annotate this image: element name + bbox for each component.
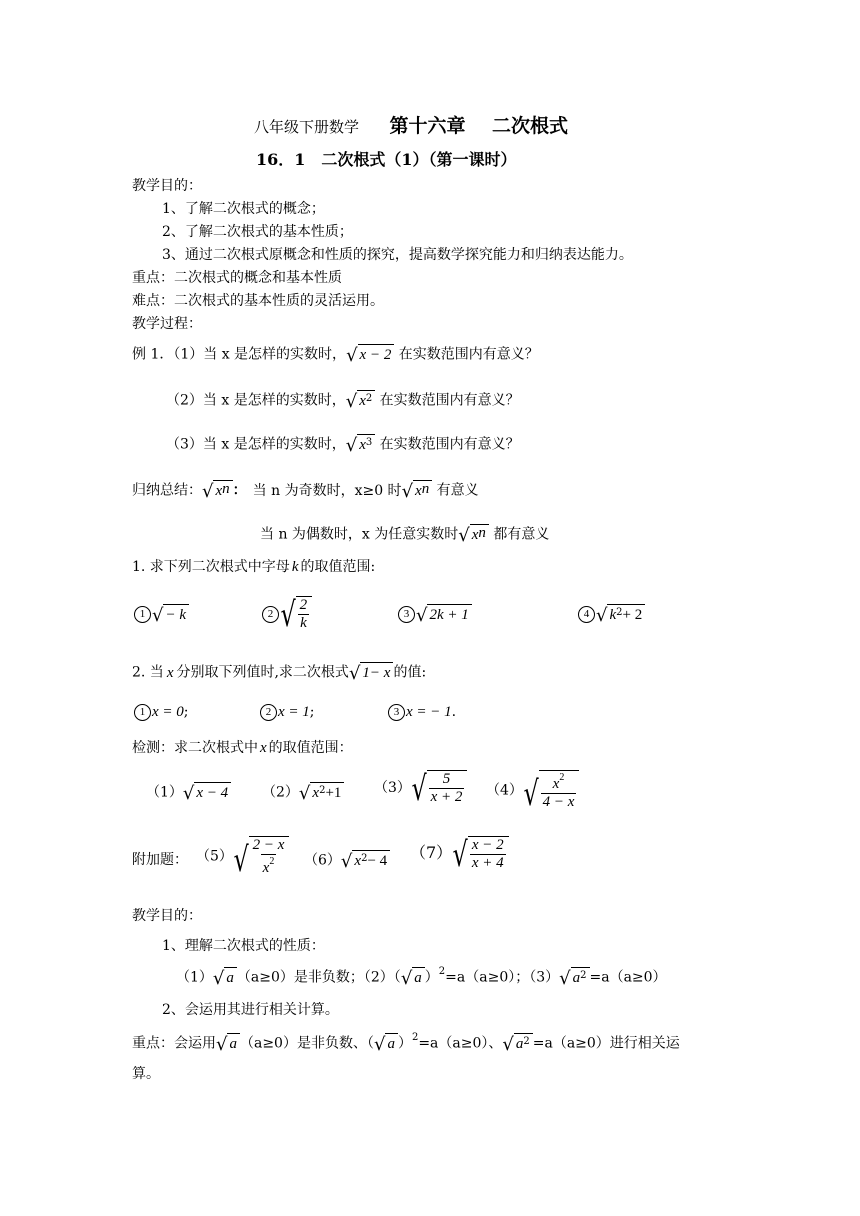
section-heading: 16．1 二次根式（1）（第一课时）: [256, 150, 517, 169]
variable: k: [291, 559, 299, 575]
item-number: （4）: [486, 782, 523, 799]
fraction-numerator: 2 − x: [252, 837, 285, 853]
radical-expression: √ x $^n$: [402, 480, 433, 501]
radicand: a: [572, 970, 581, 987]
radicand: x: [471, 527, 479, 543]
item-number: （3）: [374, 780, 411, 796]
item-number: （7）: [410, 843, 453, 862]
q1-item-1: 1 √ − k: [134, 604, 189, 625]
exponent: 2: [438, 966, 446, 977]
grade-label: 八年级下册数学: [254, 118, 360, 136]
extra-item-6: （6） √ x $^2$ − 4: [304, 850, 390, 871]
question-text: 在实数范围内有意义？: [375, 392, 520, 409]
exponent: 2: [361, 853, 368, 864]
q1-item-4: 4 √ k $^2$ + 2: [578, 604, 645, 625]
item-number: 1: [134, 704, 151, 721]
summary-text: 当 n 为奇数时，x≥0 时: [252, 482, 402, 499]
question-text: 在实数范围内有意义？: [375, 436, 520, 453]
q2-item-1: [134, 702, 189, 722]
radical-expression: √ x $^n$: [458, 524, 489, 545]
key-text: =a（a≥0）进行相关运: [532, 1035, 680, 1052]
item-number: 3: [398, 606, 415, 623]
objectives-label-2: 教学目的：: [132, 908, 202, 924]
exponent: 3: [365, 437, 373, 448]
item-number: （1）: [146, 784, 183, 801]
check-item-2: （2） √ x $^2$ +1: [262, 782, 344, 803]
extra-label: 附加题：: [132, 852, 188, 868]
fraction-numerator: x − 2: [471, 837, 504, 853]
properties-line: （1） √ a （a≥0）是非负数；（2）（ √ a ）$^2$=a（a≥0）；（3） √ a $^2$ =a（a≥0）: [176, 966, 667, 990]
summary-text: 有意义: [432, 482, 479, 499]
fraction-denominator: 4 − x: [542, 794, 575, 810]
radicand: x: [359, 437, 366, 453]
item-number: 2: [260, 704, 277, 721]
difficulty: 难点：二次根式的基本性质的灵活运用。: [132, 293, 384, 309]
radicand-tail: − 4: [367, 853, 388, 869]
question-text: 的值:: [393, 664, 427, 681]
item-number: （6）: [304, 852, 341, 869]
key-text: 重点：会运用: [132, 1035, 216, 1052]
radicand: x: [354, 853, 362, 869]
fraction-numerator: 5: [442, 771, 451, 787]
key-text: ）: [397, 1035, 412, 1052]
objective-item: 3、通过二次根式原概念和性质的探究，提高数学探究能力和归纳表达能力。: [162, 247, 633, 263]
fraction-denominator: x + 2: [430, 789, 463, 805]
property-text: =a（a≥0）: [589, 969, 667, 986]
radicand: a: [412, 967, 425, 988]
radicand: a: [224, 967, 237, 988]
topic-label: 二次根式: [491, 115, 568, 137]
process-label: 教学过程：: [132, 316, 202, 332]
page-title: [254, 116, 568, 138]
radicand: − k: [163, 604, 189, 625]
radicand: x: [415, 483, 422, 499]
objectives-label: 教学目的：: [132, 178, 202, 194]
radicand: a: [515, 1036, 524, 1053]
extra-item-7: （7） √ $\frac{x - 2}{x + 4}$: [410, 836, 509, 872]
question-text: （2）当 x 是怎样的实数时，: [166, 392, 346, 409]
value-expression: x = 1: [278, 704, 310, 720]
radicand: x − 4: [194, 782, 231, 803]
item-number: 2: [262, 606, 279, 623]
objective-item: 1、理解二次根式的性质：: [162, 938, 325, 954]
fraction-numerator: x: [552, 776, 560, 792]
q2-item-3: [388, 702, 456, 722]
exponent: 2: [559, 772, 565, 783]
variable: x: [260, 740, 267, 756]
objective-item: 1、了解二次根式的概念；: [162, 201, 325, 217]
fraction-denominator: k: [300, 615, 307, 631]
q1-item-3: 3 √ 2k + 1: [398, 604, 472, 625]
check-item-1: （1） √ x − 4: [146, 782, 231, 803]
fraction-denominator: x: [262, 860, 270, 876]
radicand: 2k + 1: [427, 604, 471, 625]
summary-text: 都有意义: [488, 526, 550, 543]
check-text: 的取值范围：: [268, 740, 353, 756]
radicand: x: [312, 785, 320, 801]
question-text: （3）当 x 是怎样的实数时，: [166, 436, 346, 453]
separator: ;: [183, 704, 189, 720]
question-1-prompt: [132, 557, 375, 577]
check-item-3: （3） √ $\frac{5}{x + 2}$: [374, 770, 467, 806]
chapter-label: 第十六章: [389, 115, 466, 137]
example-1-line-3: [166, 434, 520, 455]
exponent: 2: [580, 970, 587, 982]
radicand-tail: +1: [325, 785, 342, 801]
radicand: k: [609, 607, 617, 623]
radical-expression: √ x $^3$: [346, 434, 376, 455]
fraction-denominator: x + 4: [471, 855, 504, 871]
item-number: 3: [388, 704, 405, 721]
question-text: 在实数范围内有意义？: [394, 346, 539, 363]
objective-item: 2、了解二次根式的基本性质；: [162, 224, 353, 240]
exponent: 2: [319, 785, 326, 796]
example-label: 例 1．: [132, 346, 174, 363]
question-text: 2. 当: [132, 664, 164, 681]
property-text: （1）: [176, 969, 213, 986]
question-text: 分别取下列值时,求二次根式: [176, 664, 349, 681]
item-number: （5）: [196, 848, 233, 865]
key-point-2-wrap: 算。: [132, 1066, 160, 1082]
check-prompt: [132, 738, 353, 758]
exponent: 2: [616, 607, 623, 618]
radical-expression: √ x − 2: [346, 344, 394, 365]
colon: ：: [232, 482, 247, 499]
key-point-2: 重点：会运用 √ a （a≥0）是非负数、（ √ a ）$^2$=a（a≥0）、 √ a $^2$ =a（a≥0）进行相关运: [132, 1032, 680, 1056]
key-text: （a≥0）是非负数、（: [239, 1035, 374, 1052]
radicand: x: [215, 483, 223, 499]
radicand: x − 2: [358, 344, 395, 365]
question-text: （1）当 x 是怎样的实数时，: [173, 346, 347, 363]
exponent: 2: [523, 1036, 530, 1048]
radicand-tail: + 2: [622, 607, 643, 623]
question-text: 1. 求下列二次根式中字母: [132, 559, 290, 575]
fraction-numerator: 2: [299, 597, 308, 613]
question-2-prompt: 2. 当 x 分别取下列值时,求二次根式 √ 1− x 的值:: [132, 663, 427, 684]
value-expression: x = 0: [152, 704, 184, 720]
example-1-line-2: [166, 390, 520, 411]
radical-expression: √ x $^n$: [202, 480, 233, 501]
summary-line-1: [132, 480, 479, 501]
exponent: 2: [269, 856, 275, 867]
check-text: 检测：求二次根式中: [132, 740, 258, 756]
radicand: x: [359, 393, 366, 409]
property-text: ）: [424, 969, 439, 986]
value-expression: x = − 1: [406, 704, 452, 720]
separator: ;: [309, 704, 315, 720]
radicand: 1− x: [360, 662, 393, 683]
check-item-4: （4） √ $\frac{x^2}{4 - x}$: [486, 770, 579, 811]
q1-item-2: 2 √ $\frac{2}{k}$: [262, 596, 312, 632]
item-number: 1: [134, 606, 151, 623]
summary-text: 当 n 为偶数时，x 为任意实数时: [260, 526, 459, 543]
exponent: n: [222, 481, 230, 497]
radicand: a: [385, 1033, 398, 1054]
summary-label: 归纳总结：: [132, 482, 202, 499]
item-number: 4: [578, 606, 595, 623]
property-text: =a（a≥0）；（3）: [445, 969, 560, 986]
item-number: （2）: [262, 784, 299, 801]
key-text: =a（a≥0）、: [418, 1035, 503, 1052]
example-1-line-1: [132, 344, 539, 365]
property-text: （a≥0）是非负数；（2）（: [236, 969, 401, 986]
question-text: 的取值范围:: [300, 559, 376, 575]
variable: x: [166, 664, 174, 681]
radical-expression: √ x $^2$: [346, 390, 376, 411]
q2-item-2: [260, 702, 315, 722]
exponent: n: [421, 481, 430, 497]
exponent: n: [478, 525, 486, 541]
extra-item-5: （5） √ $\frac{2 - x}{x^2}$: [196, 836, 289, 877]
key-point: 重点：二次根式的概念和基本性质: [132, 270, 342, 286]
summary-line-2: [260, 524, 549, 545]
separator: .: [451, 704, 457, 720]
exponent: 2: [411, 1032, 419, 1043]
exponent: 2: [365, 393, 373, 404]
objective-item: 2、会运用其进行相关计算。: [162, 1002, 339, 1018]
radicand: a: [227, 1033, 240, 1054]
